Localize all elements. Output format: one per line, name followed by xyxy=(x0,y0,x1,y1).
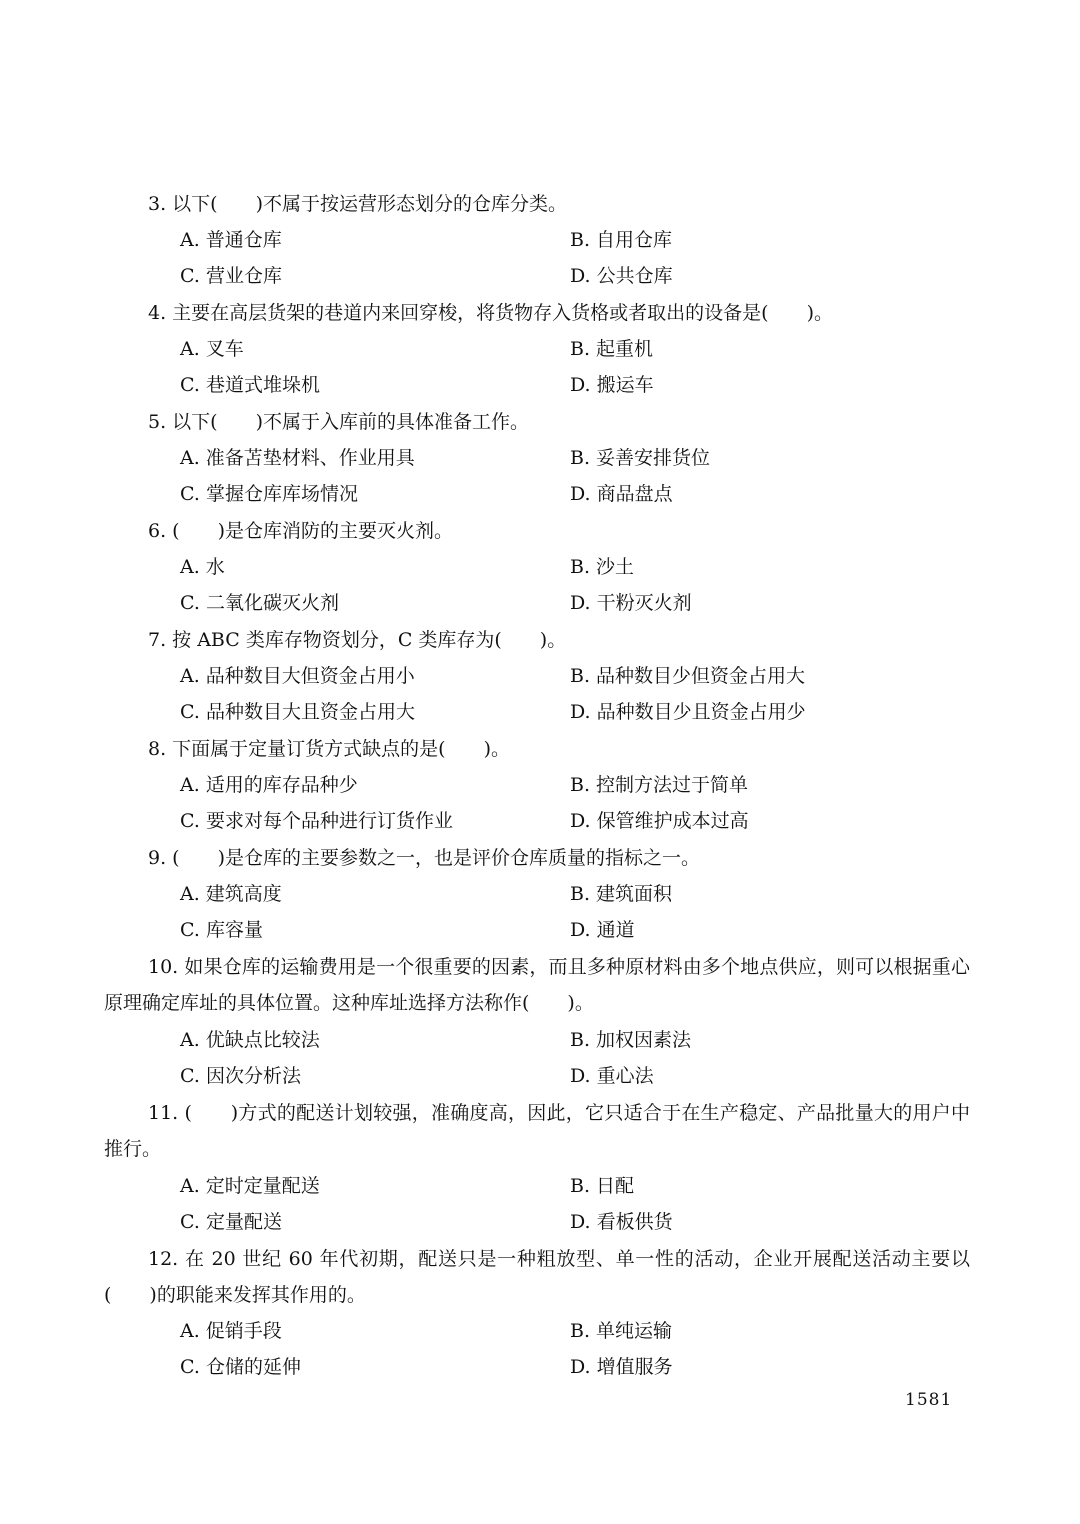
question-4-stem: 4. 主要在高层货架的巷道内来回穿梭，将货物存入货格或者取出的设备是( )。 xyxy=(148,302,833,324)
option-b: B. 日配 xyxy=(570,1175,635,1197)
option-a: A. 定时定量配送 xyxy=(180,1175,320,1197)
option-d: D. 搬运车 xyxy=(570,374,654,396)
option-b: B. 单纯运输 xyxy=(570,1320,673,1342)
option-a: A. 普通仓库 xyxy=(180,229,282,251)
option-c: C. 营业仓库 xyxy=(180,265,282,287)
option-c: C. 因次分析法 xyxy=(180,1065,301,1087)
question-8-stem: 8. 下面属于定量订货方式缺点的是( )。 xyxy=(148,738,510,760)
option-d: D. 看板供货 xyxy=(570,1211,673,1233)
question-10-stem: 10. 如果仓库的运输费用是一个很重要的因素，而且多种原材料由多个地点供应，则可以根据重心原理确定库址的具体位置。这种库址选择方法称作( )。 xyxy=(104,956,970,1014)
option-d: D. 重心法 xyxy=(570,1065,654,1087)
option-b: B. 品种数目少但资金占用大 xyxy=(570,665,806,687)
question-6-options xyxy=(180,549,880,621)
question-7-options xyxy=(180,658,880,730)
question-5-stem: 5. 以下( )不属于入库前的具体准备工作。 xyxy=(148,411,529,433)
option-b: B. 起重机 xyxy=(570,338,654,360)
question-3-stem: 3. 以下( )不属于按运营形态划分的仓库分类。 xyxy=(148,193,567,215)
option-b: B. 妥善安排货位 xyxy=(570,447,711,469)
page-number: 1581 xyxy=(905,1390,953,1410)
option-a: A. 优缺点比较法 xyxy=(180,1029,320,1051)
question-7-stem: 7. 按 ABC 类库存物资划分，C 类库存为( )。 xyxy=(148,629,567,651)
option-d: D. 保管维护成本过高 xyxy=(570,810,749,832)
question-10-options xyxy=(180,1022,880,1094)
option-c: C. 二氧化碳灭火剂 xyxy=(180,592,339,614)
question-11-stem: 11. ( )方式的配送计划较强，准确度高，因此，它只适合于在生产稳定、产品批量大的用户中推行。 xyxy=(104,1102,970,1160)
question-9-options xyxy=(180,876,880,948)
question-5-options xyxy=(180,440,880,512)
question-3-options xyxy=(180,222,880,294)
option-d: D. 商品盘点 xyxy=(570,483,673,505)
question-8-options xyxy=(180,767,880,839)
option-c: C. 巷道式堆垛机 xyxy=(180,374,320,396)
option-c: C. 要求对每个品种进行订货作业 xyxy=(180,810,453,832)
question-9-stem: 9. ( )是仓库的主要参数之一，也是评价仓库质量的指标之一。 xyxy=(148,847,700,869)
option-b: B. 控制方法过于简单 xyxy=(570,774,749,796)
option-c: C. 库容量 xyxy=(180,919,263,941)
option-a: A. 叉车 xyxy=(180,338,244,360)
option-a: A. 准备苫垫材料、作业用具 xyxy=(180,447,415,469)
option-c: C. 定量配送 xyxy=(180,1211,282,1233)
option-b: B. 加权因素法 xyxy=(570,1029,692,1051)
option-c: C. 品种数目大且资金占用大 xyxy=(180,701,415,723)
question-6-stem: 6. ( )是仓库消防的主要灭火剂。 xyxy=(148,520,453,542)
option-d: D. 品种数目少且资金占用少 xyxy=(570,701,806,723)
question-12-options xyxy=(180,1313,880,1385)
option-b: B. 建筑面积 xyxy=(570,883,673,905)
question-12-stem: 12. 在 20 世纪 60 年代初期，配送只是一种粗放型、单一性的活动，企业开展配送活动主要以( )的职能来发挥其作用的。 xyxy=(104,1248,970,1306)
option-d: D. 干粉灭火剂 xyxy=(570,592,692,614)
option-d: D. 公共仓库 xyxy=(570,265,673,287)
option-b: B. 沙土 xyxy=(570,556,635,578)
option-a: A. 水 xyxy=(180,556,225,578)
option-d: D. 通道 xyxy=(570,919,635,941)
option-a: A. 品种数目大但资金占用小 xyxy=(180,665,415,687)
option-a: A. 适用的库存品种少 xyxy=(180,774,358,796)
option-d: D. 增值服务 xyxy=(570,1356,673,1378)
option-c: C. 掌握仓库库场情况 xyxy=(180,483,358,505)
option-b: B. 自用仓库 xyxy=(570,229,673,251)
option-a: A. 促销手段 xyxy=(180,1320,282,1342)
option-c: C. 仓储的延伸 xyxy=(180,1356,301,1378)
question-11-options xyxy=(180,1168,880,1240)
question-4-options xyxy=(180,331,880,403)
option-a: A. 建筑高度 xyxy=(180,883,282,905)
